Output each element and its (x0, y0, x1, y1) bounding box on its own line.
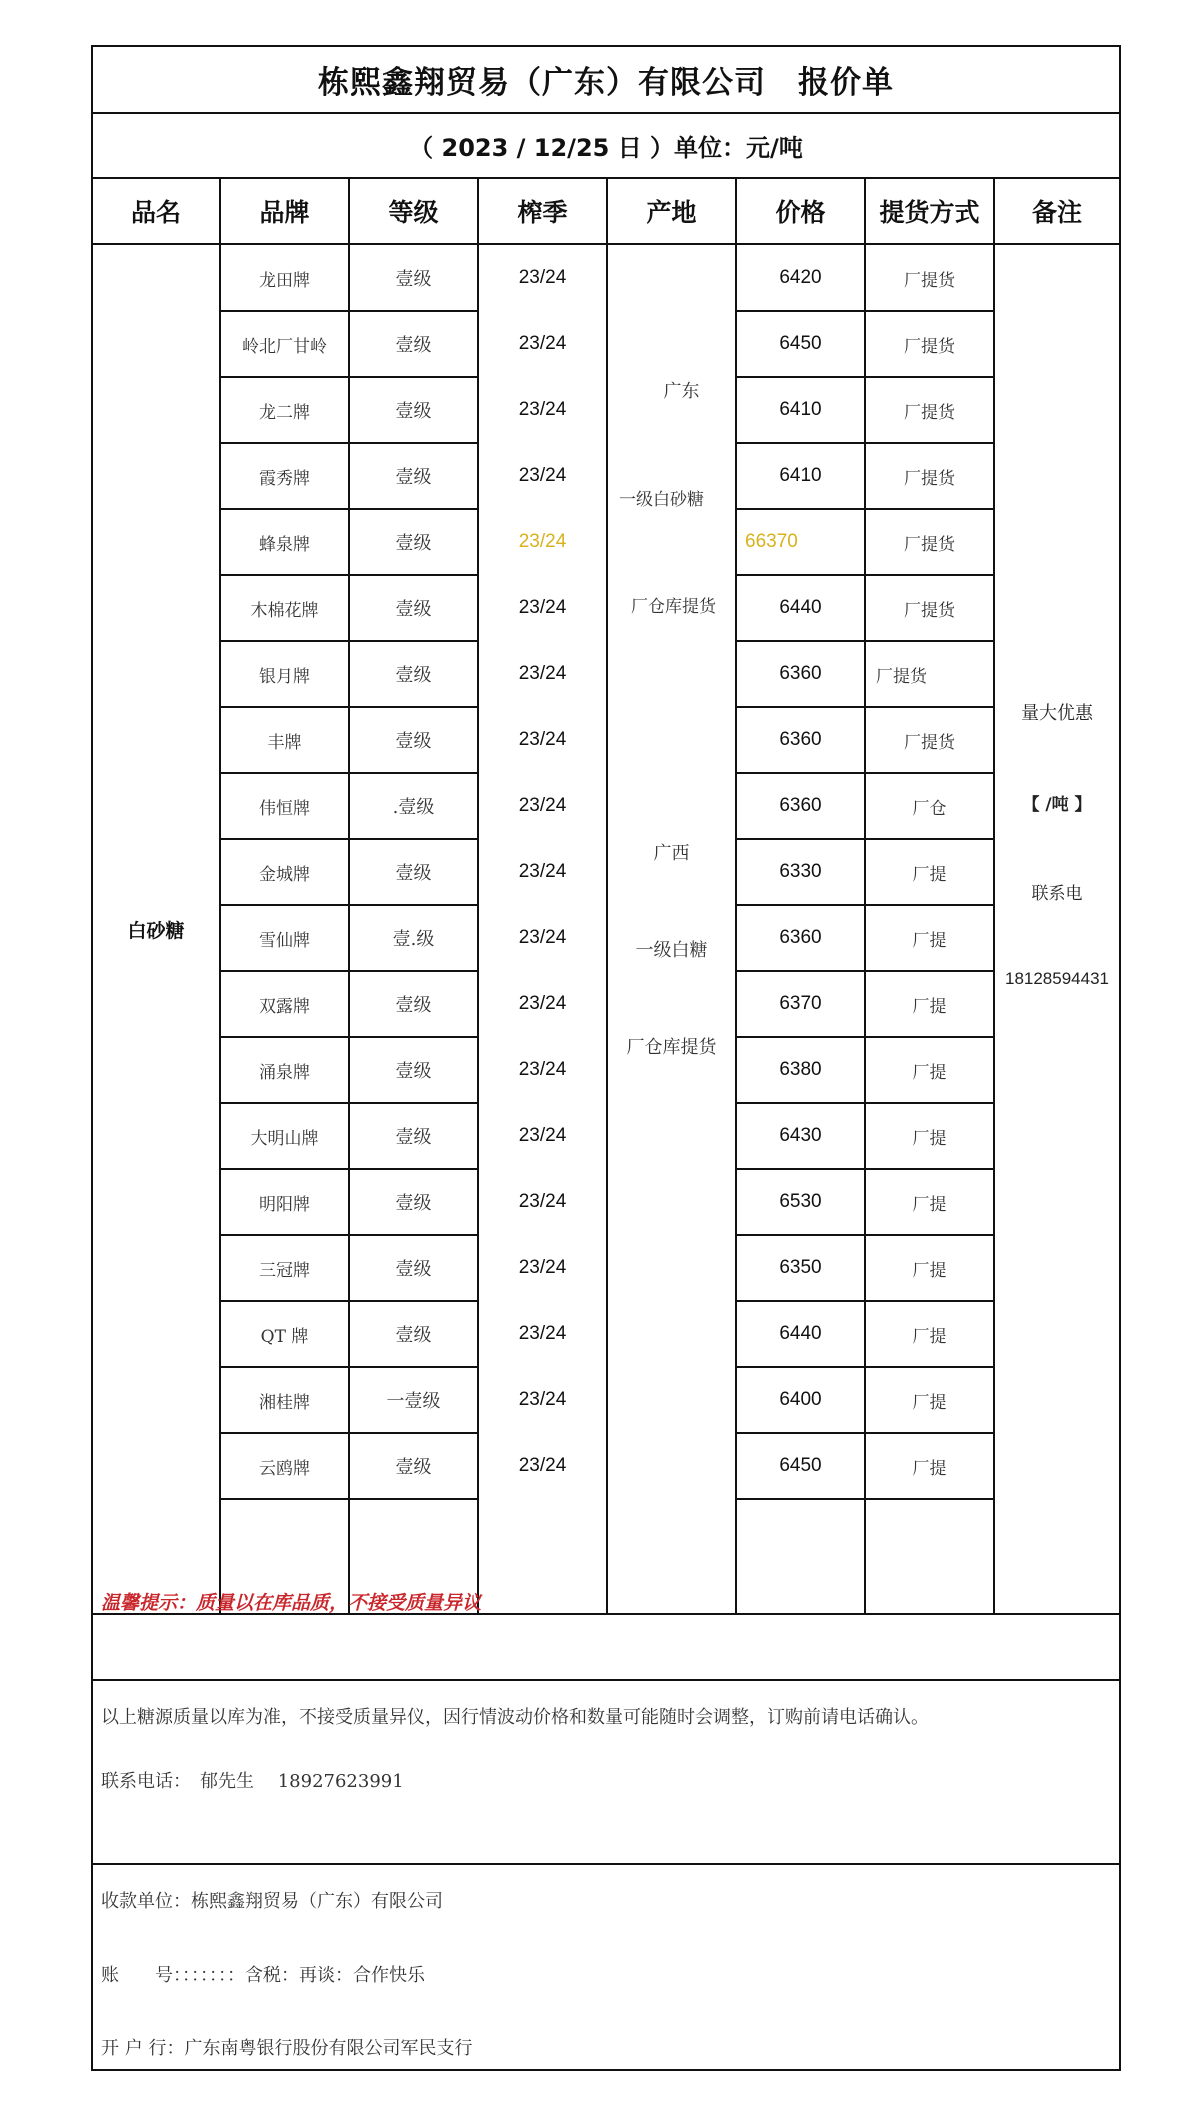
cell-grade: 壹级 (395, 1325, 432, 1346)
cell-season: 23/24 (518, 1323, 567, 1344)
cell-grade: 壹级 (395, 995, 432, 1016)
cell-brand: 金城牌 (259, 864, 310, 885)
cell-season: 23/24 (518, 1257, 567, 1278)
cell-price: 6430 (779, 1125, 822, 1146)
origin-guangdong-pickup: 厂仓库提货 (631, 597, 716, 617)
footer-account: 账 号：：：：：：：含税：再谈：合作快乐 (101, 1965, 425, 1986)
cell-grade: 壹级 (395, 533, 432, 554)
row-line (735, 1498, 994, 1500)
cell-brand: 龙二牌 (259, 402, 310, 423)
date-unit-line: （ 2023 / 12/25 日 ）单位：元/吨 (409, 134, 803, 162)
cell-grade: 壹级 (395, 269, 432, 290)
header-grade: 等级 (388, 198, 439, 227)
cell-price: 6450 (779, 1455, 822, 1476)
row-line (219, 1498, 478, 1500)
cell-season: 23/24 (518, 333, 567, 354)
cell-season: 23/24 (518, 993, 567, 1014)
cell-season: 23/24 (518, 1059, 567, 1080)
cell-grade: 壹级 (395, 1259, 432, 1280)
header-price: 价格 (775, 198, 826, 227)
cell-brand: 大明山牌 (250, 1128, 319, 1149)
cell-grade: 一壹级 (386, 1391, 441, 1412)
cell-brand: 龙田牌 (259, 270, 310, 291)
cell-price: 6530 (779, 1191, 822, 1212)
cell-price: 66370 (745, 531, 798, 552)
cell-grade: 壹级 (395, 731, 432, 752)
cell-season: 23/24 (518, 927, 567, 948)
cell-pickup: 厂提货 (904, 468, 955, 489)
remark-phone: 18128594431 (1004, 968, 1109, 988)
cell-grade: 壹级 (395, 1061, 432, 1082)
origin-guangdong-province: 广东 (663, 381, 700, 402)
cell-season: 23/24 (518, 663, 567, 684)
cell-season: 23/24 (518, 795, 567, 816)
cell-season: 23/24 (518, 1455, 567, 1476)
cell-season: 23/24 (518, 531, 567, 552)
cell-price: 6360 (779, 663, 822, 684)
cell-season: 23/24 (518, 597, 567, 618)
footer-bank: 开 户 行：广东南粤银行股份有限公司军民支行 (101, 2038, 473, 2059)
cell-pickup: 厂提货 (904, 534, 955, 555)
cell-price: 6450 (779, 333, 822, 354)
cell-pickup: 厂提货 (904, 600, 955, 621)
header-brand: 品牌 (259, 198, 310, 227)
cell-pickup: 厂提 (912, 1062, 947, 1083)
cell-grade: 壹级 (395, 599, 432, 620)
cell-season: 23/24 (518, 1389, 567, 1410)
cell-pickup: 厂提货 (876, 666, 927, 687)
page-title: 栋熙鑫翔贸易（广东）有限公司 报价单 (318, 65, 894, 101)
cell-season: 23/24 (518, 861, 567, 882)
cell-grade: 壹级 (395, 1193, 432, 1214)
cell-price: 6410 (779, 465, 822, 486)
cell-price: 6350 (779, 1257, 822, 1278)
cell-brand: 蜂泉牌 (259, 534, 310, 555)
origin-guangxi-grade: 一级白糖 (635, 940, 708, 961)
cell-season: 23/24 (518, 729, 567, 750)
origin-guangxi-province: 广西 (653, 843, 690, 864)
header-pickup: 提货方式 (879, 198, 980, 227)
cell-brand: 涌泉牌 (259, 1062, 310, 1083)
cell-price: 6400 (779, 1389, 822, 1410)
cell-brand: 霞秀牌 (259, 468, 310, 489)
footer-contact: 联系电话： 郁先生 18927623991 (101, 1771, 404, 1792)
cell-pickup: 厂提货 (904, 270, 955, 291)
cell-pickup: 厂提 (912, 930, 947, 951)
divider (93, 1863, 1119, 1865)
cell-grade: .壹级 (392, 797, 435, 818)
cell-price: 6410 (779, 399, 822, 420)
cell-brand: 三冠牌 (259, 1260, 310, 1281)
cell-grade: 壹级 (395, 401, 432, 422)
cell-season: 23/24 (518, 1191, 567, 1212)
cell-pickup: 厂提 (912, 1128, 947, 1149)
cell-brand: 伟恒牌 (259, 798, 310, 819)
header-product: 品名 (130, 198, 181, 227)
quotation-sheet (91, 45, 1121, 2071)
cell-grade: 壹级 (395, 665, 432, 686)
cell-brand: 木棉花牌 (250, 600, 319, 621)
cell-pickup: 厂提 (912, 864, 947, 885)
cell-brand: 银月牌 (259, 666, 310, 687)
cell-pickup: 厂提 (912, 1458, 947, 1479)
product-name: 白砂糖 (127, 919, 185, 942)
cell-grade: 壹级 (395, 467, 432, 488)
footer-notice: 以上糖源质量以库为准，不接受质量异仪，因行情波动价格和数量可能随时会调整，订购前请电话确认。 (101, 1707, 929, 1728)
cell-price: 6360 (779, 729, 822, 750)
header-season: 榨季 (517, 198, 568, 227)
cell-price: 6370 (779, 993, 822, 1014)
cell-pickup: 厂提 (912, 1326, 947, 1347)
divider (93, 1679, 1119, 1681)
cell-price: 6330 (779, 861, 822, 882)
cell-brand: 丰牌 (267, 732, 302, 753)
cell-price: 6360 (779, 795, 822, 816)
quality-warning: 温馨提示：质量以在库品质，不接受质量异议 (101, 1592, 482, 1614)
remark-bulk-discount: 量大优惠 (1021, 703, 1093, 724)
origin-guangdong (608, 377, 735, 617)
cell-pickup: 厂提货 (904, 402, 955, 423)
cell-brand: 岭北厂甘岭 (242, 336, 327, 357)
cell-price: 6380 (779, 1059, 822, 1080)
cell-brand: 雪仙牌 (259, 930, 310, 951)
footer-payee: 收款单位：栋熙鑫翔贸易（广东）有限公司 (101, 1891, 443, 1912)
remark-block (995, 699, 1119, 989)
origin-guangxi-pickup: 厂仓库提货 (626, 1037, 717, 1058)
header-remark: 备注 (1031, 198, 1082, 227)
cell-pickup: 厂提货 (904, 732, 955, 753)
cell-brand: 双露牌 (259, 996, 310, 1017)
cell-brand: 云鸥牌 (259, 1458, 310, 1479)
remark-per-ton: 【 /吨 】 (1022, 794, 1092, 815)
cell-pickup: 厂提 (912, 1260, 947, 1281)
cell-pickup: 厂提 (912, 996, 947, 1017)
cell-price: 6420 (779, 267, 822, 288)
cell-season: 23/24 (518, 1125, 567, 1146)
cell-grade: 壹级 (395, 863, 432, 884)
cell-price: 6440 (779, 597, 822, 618)
cell-pickup: 厂仓 (912, 798, 947, 819)
cell-price: 6360 (779, 927, 822, 948)
cell-grade: 壹级 (395, 1127, 432, 1148)
cell-pickup: 厂提货 (904, 336, 955, 357)
cell-pickup: 厂提 (912, 1194, 947, 1215)
cell-brand: 湘桂牌 (259, 1392, 310, 1413)
origin-guangxi (608, 839, 735, 1059)
cell-season: 23/24 (518, 267, 567, 288)
header-origin: 产地 (646, 198, 697, 227)
origin-guangdong-grade: 一级白砂糖 (619, 490, 704, 510)
cell-brand: QT 牌 (260, 1326, 309, 1347)
cell-season: 23/24 (518, 399, 567, 420)
remark-contact-label: 联系电 (1031, 884, 1083, 905)
cell-grade: 壹.级 (392, 929, 435, 950)
cell-pickup: 厂提 (912, 1392, 947, 1413)
cell-grade: 壹级 (395, 335, 432, 356)
cell-grade: 壹级 (395, 1457, 432, 1478)
cell-season: 23/24 (518, 465, 567, 486)
cell-price: 6440 (779, 1323, 822, 1344)
cell-brand: 明阳牌 (259, 1194, 310, 1215)
